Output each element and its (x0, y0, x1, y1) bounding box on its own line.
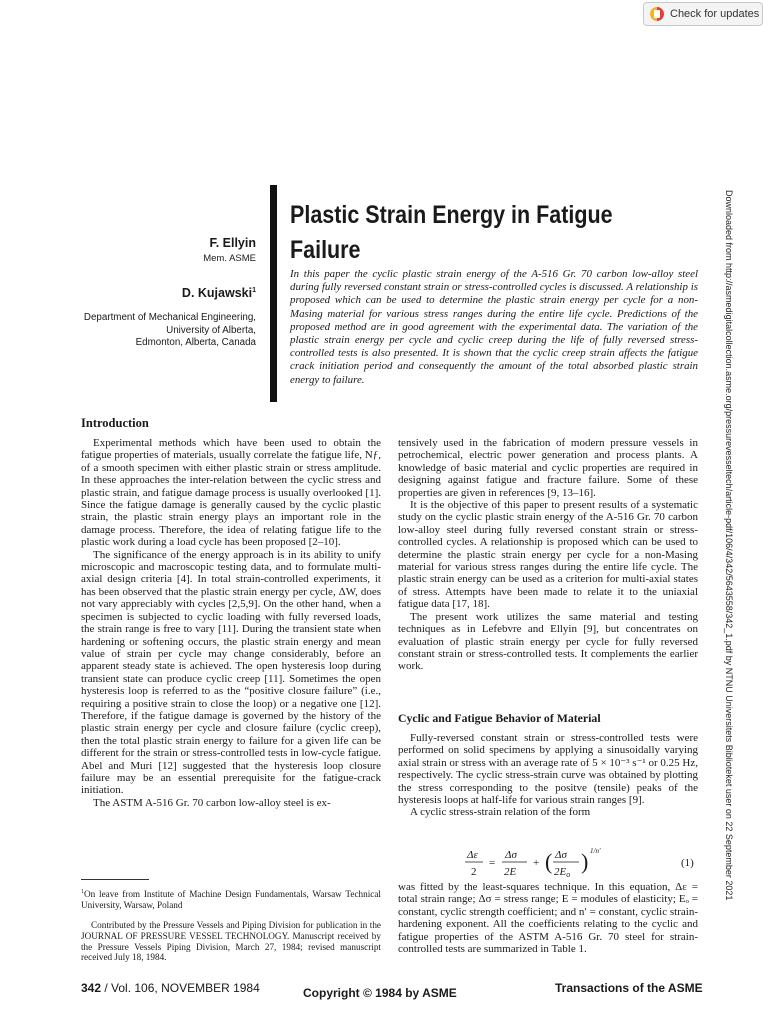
paragraph: The significance of the energy approach is in its ability to unify microscopic and macroscopic testing data, and to formulate multi-axial design criteria [4]. In total strain-controlled experiments, it has been observed that the plastic strain energy per cycle, ΔW, does not vary appreciably with cycles [2,5,9]. On the other hand, when a specimen is subjected to cyclic loading with fully reversed loads, the strain range is free to vary [11]. During the transient state when hardening or softening occurs, the plastic strain energy and mean value of strain per cycle may change considerably, before an apparent steady state is achieved. The open hysteresis loop during transient state can produce cyclic creep [11]. Sometimes the open hysteresis loop is referred to as the “positive closure failure” (i.e., requiring a positive strain to close the loop) or a negative one [12]. Therefore, if the fatigue damage is governed by the history of the plastic strain energy per cycle and closure failure (cyclic creep), then the total plastic strain energy to failure for a given life can be different for the strain or stress-controlled tests in low-cycle fatigue. Abel and Muri [12] suggested that the hysteresis loop closure failure may be an essential prerequisite for the fatigue-crack initiation. (81, 548, 381, 797)
footnote-2: Contributed by the Pressure Vessels and Piping Division for publication in the JOURNAL OF PRESSURE VESSEL TECHNOLOGY. Manuscript received by the Pressure Vessels Piping Division, March 27, 1984; revised manuscript received July 18, 1984. (81, 920, 381, 963)
svg-text:+: + (533, 857, 540, 869)
volume-date: / Vol. 106, NOVEMBER 1984 (101, 981, 260, 995)
crossmark-icon (650, 7, 664, 21)
download-note: Downloaded from http://asmedigitalcollection.asme.org/pressurevesseltech/article-pdf/106/4/342/5643558/342_1.pdf by NTNU Universitets Biblioteket user on 22 September 2021 (724, 190, 734, 901)
paragraph: Experimental methods which have been used to obtain the fatigue properties of materials, usually correlate the fatigue life, Nƒ, of a smooth specimen with either plastic strain or stress amplitude. In these approaches the inter-relation between the cyclic stress and plastic strain, and fatigue damage process is usually overlooked [1]. Since the fatigue damage is generally caused by the cyclic plastic strain, the plastic strain energy plays an important role in the damage process. Therefore, the idea of relating fatigue life to the plastic work during a load cycle has been proposed [2–10]. (81, 437, 381, 549)
check-for-updates-label: Check for updates (670, 8, 760, 20)
svg-text:=: = (489, 857, 496, 869)
svg-text:Δσ: Δσ (555, 849, 567, 861)
author-2-name: D. Kujawski (181, 286, 253, 300)
svg-text:): ) (581, 849, 589, 874)
right-column-top (398, 437, 698, 673)
author-2-sup: 1 (252, 286, 256, 294)
paragraph: It is the objective of this paper to present results of a systematic study on the cyclic plastic strain energy of the A-516 Gr. 70 carbon low-alloy steel during fully reversed constant strain or stress-controlled cycles. A relationship is proposed which can be used to determine the plastic strain energy per cycle for a non-Masing material for various stress ranges during the entire life cycle. The plastic strain energy can be used as a criterion for multi-axial states of stress. Attempts have been made to relate it to the uniaxial fatigue data [17, 18]. (398, 499, 698, 611)
svg-text:Δσ: Δσ (505, 849, 517, 861)
abstract: In this paper the cyclic plastic strain energy of the A-516 Gr. 70 carbon low-alloy steel during fully reversed constant strain or stress-controlled cycles is discussed. A relationship is proposed which can be used to determine the plastic strain energy per cycle for a non-Masing material for various stress ranges during the entire life cycle. Predictions of the proposed method are in good agreement with the experimental data. The variation of the plastic strain energy per cycle and cyclic creep during the life of fully reversed stress-controlled tests is also presented. It is shown that the cyclic creep strain affects the fatigue crack initiation period and consequently the amount of the total absorbed plastic strain energy to failure. (290, 268, 698, 386)
footnote-1-text: On leave from Institute of Machine Design Fundamentals, Warsaw Technical University, Warsaw, Poland (81, 889, 381, 910)
svg-text:1/n′: 1/n′ (590, 847, 601, 855)
right-column-bottom: was fitted by the least-squares technique. In this equation, Δε = total strain range; Δσ = stress range; E = modules of elasticity; Eₒ = constant, cyclic strength coefficient; and n′ = constant, cyclic strain-hardening exponent. All the coefficients relating to the cyclic and fatigue properties of the ASTM A-516 Gr. 70 steel for strain-controlled tests are summarized in Table 1. (398, 881, 698, 956)
equation-1 (465, 846, 705, 880)
affiliation (60, 312, 256, 350)
page-number: 342 (81, 981, 102, 995)
author-1-role: Mem. ASME (203, 253, 256, 264)
paragraph: tensively used in the fabrication of modern pressure vessels in petrochemical, electric power generation and process plants. A knowledge of basic material and cyclic properties are required in designing against fatigue and fracture failure. Some of these properties are given in references [9, 13–16]. (398, 437, 698, 499)
affiliation-line: University of Alberta, (166, 324, 256, 336)
paragraph: The present work utilizes the same material and testing techniques as in Lefebvre and Ellyin [9], but concentrates on evaluation of plastic strain energy per cycle for fully reversed constant strain or stress-controlled tests. It complements the earlier work. (398, 610, 698, 673)
author-2 (100, 286, 256, 300)
svg-text:2: 2 (471, 866, 477, 878)
svg-text:2Eo: 2Eo (554, 866, 571, 879)
cyclic-heading: Cyclic and Fatigue Behavior of Material (398, 711, 601, 725)
equation-number: (1) (681, 857, 694, 869)
svg-text:Δε: Δε (467, 849, 478, 861)
check-for-updates-button[interactable] (643, 2, 763, 26)
left-column (81, 437, 381, 809)
svg-text:2E: 2E (504, 866, 517, 878)
introduction-heading: Introduction (81, 416, 149, 430)
equation-graphic (465, 846, 705, 882)
author-1-name: F. Ellyin (209, 236, 256, 250)
paragraph: Fully-reversed constant strain or stress-controlled tests were performed on solid specimens by applying a sinusoidally varying axial strain or stress with an average rate of 5 × 10⁻³ s⁻¹ or 0.25 Hz, respectively. The cyclic stress-strain curve was obtained by plotting the stress corresponding to the positve (tensile) peaks of the hysteresis loops at half-life for various strain ranges [9]. (398, 732, 698, 807)
copyright: Copyright © 1984 by ASME (303, 986, 457, 1000)
right-column-mid (398, 732, 698, 819)
journal-name: Transactions of the ASME (555, 981, 703, 995)
paragraph: A cyclic stress-strain relation of the form (410, 806, 591, 819)
footnote-1 (81, 887, 381, 911)
footnote-rule (81, 879, 149, 880)
affiliation-line: Department of Mechanical Engineering, (83, 312, 256, 323)
svg-text:(: ( (545, 849, 553, 874)
page-info (81, 981, 260, 995)
title-rule (270, 185, 277, 402)
footnote-marker: 1 (81, 889, 84, 895)
affiliation-line: Edmonton, Alberta, Canada (135, 337, 256, 348)
paragraph: The ASTM A-516 Gr. 70 carbon low-alloy steel is ex- (93, 796, 331, 809)
paper-title: Plastic Strain Energy in Fatigue Failure (290, 201, 613, 264)
